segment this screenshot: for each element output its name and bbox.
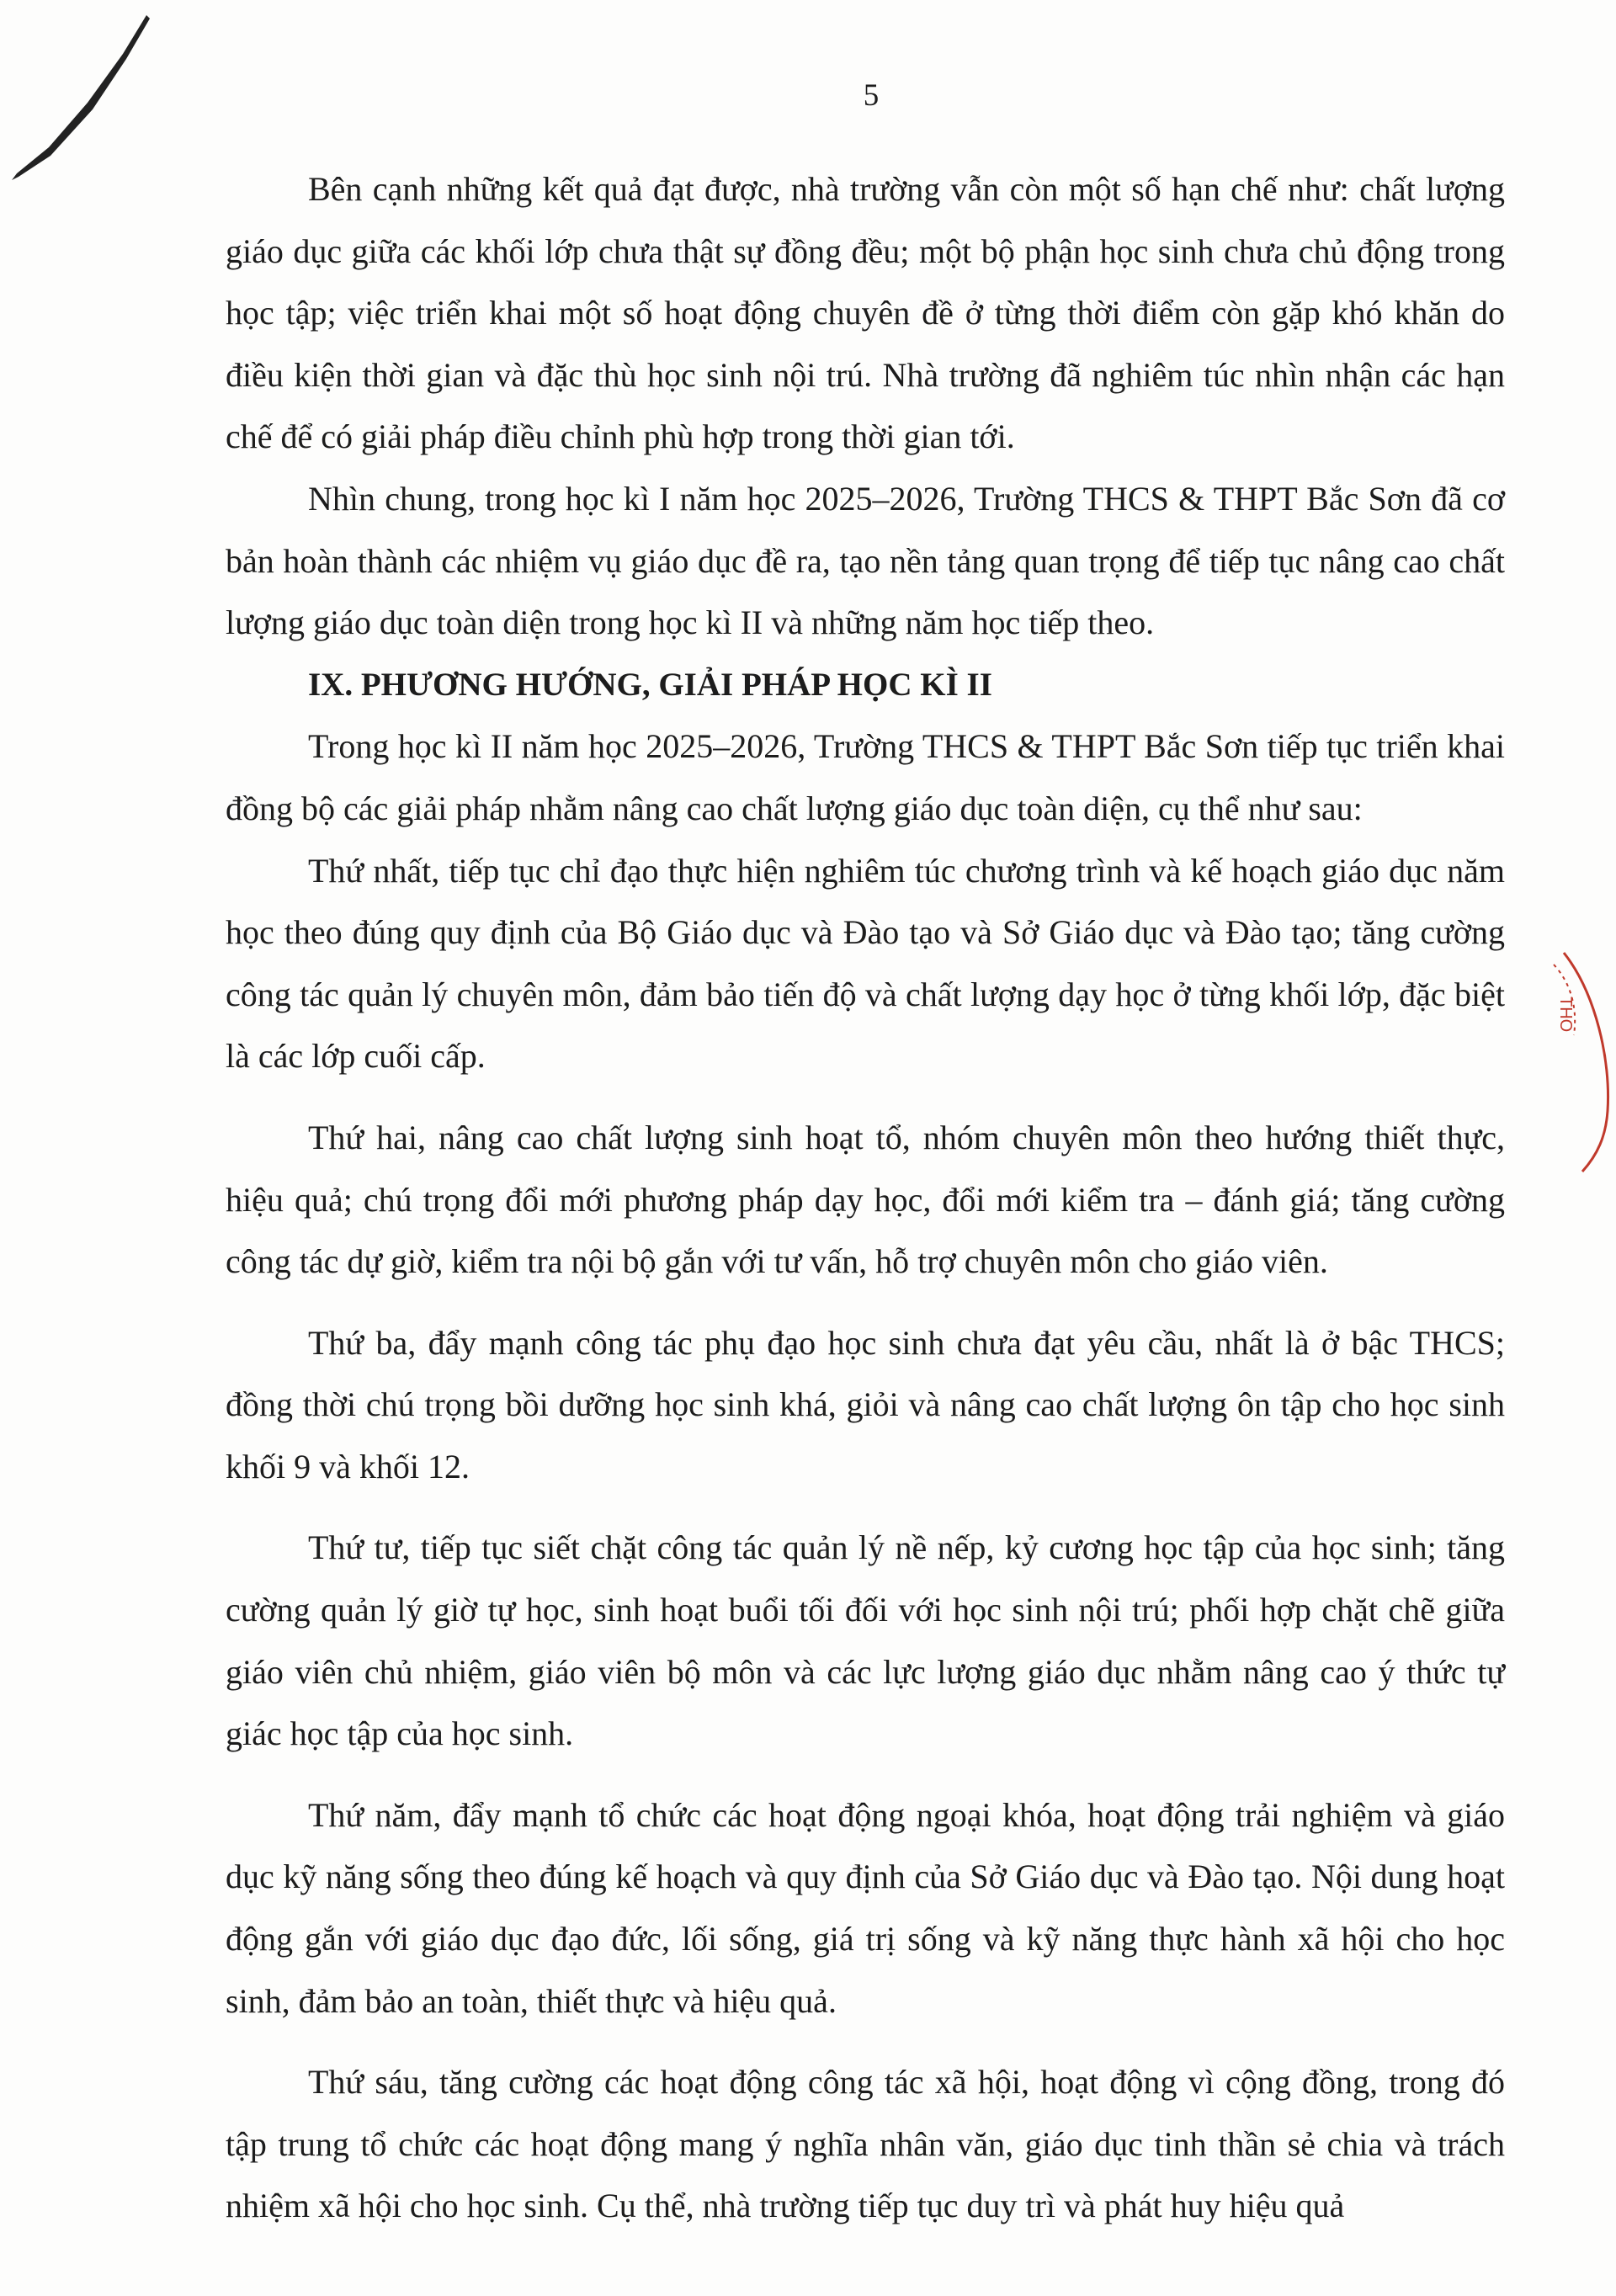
paragraph-intro-solutions: Trong học kì II năm học 2025–2026, Trường THCS & THPT Bắc Sơn tiếp tục triển khai đồng bộ các giải pháp nhằm nâng cao chất lượng giáo dục toàn diện, cụ thể như sau: bbox=[226, 727, 1505, 827]
page-number: 5 bbox=[863, 78, 880, 113]
red-seal-stamp-fragment bbox=[1523, 934, 1616, 1187]
paragraph-solution-1: Thứ nhất, tiếp tục chỉ đạo thực hiện nghiêm túc chương trình và kế hoạch giáo dục năm học theo đúng quy định của Bộ Giáo dục và Đào tạo và Sở Giáo dục và Đào tạo; tăng cường công tác quản lý chuyên môn, đảm bảo tiến độ và chất lượng dạy học ở từng khối lớp, đặc biệt là các lớp cuối cấp. bbox=[226, 851, 1505, 1076]
paragraph-solution-6: Thứ sáu, tăng cường các hoạt động công tác xã hội, hoạt động vì cộng đồng, trong đó tập trung tổ chức các hoạt động mang ý nghĩa nhân văn, giáo dục tinh thần sẻ chia và trách nhiệm xã hội cho học sinh. Cụ thể, nhà trường tiếp tục duy trì và phát huy hiệu quả bbox=[226, 2063, 1505, 2225]
paragraph-solution-3: Thứ ba, đẩy mạnh công tác phụ đạo học sinh chưa đạt yêu cầu, nhất là ở bậc THCS; đồng thời chú trọng bồi dưỡng học sinh khá, giỏi và nâng cao chất lượng ôn tập cho học sinh khối 9 và khối 12. bbox=[226, 1323, 1505, 1485]
paragraph-solution-5: Thứ năm, đẩy mạnh tổ chức các hoạt động ngoại khóa, hoạt động trải nghiệm và giáo dục kỹ năng sống theo đúng kế hoạch và quy định của Sở Giáo dục và Đào tạo. Nội dung hoạt động gắn với giáo dục đạo đức, lối sống, giá trị sống và kỹ năng thực hành xã hội cho học sinh, đảm bảo an toàn, thiết thực và hiệu quả. bbox=[226, 1795, 1505, 2020]
document-body bbox=[226, 158, 1505, 2237]
paragraph-solution-4: Thứ tư, tiếp tục siết chặt công tác quản lý nề nếp, kỷ cương học tập của học sinh; tăng cường quản lý giờ tự học, sinh hoạt buổi tối đối với học sinh nội trú; phối hợp chặt chẽ giữa giáo viên chủ nhiệm, giáo viên bộ môn và các lực lượng giáo dục nhằm nâng cao ý thức tự giác học tập của học sinh. bbox=[226, 1528, 1505, 1753]
section-heading: IX. PHƯƠNG HƯỚNG, GIẢI PHÁP HỌC KÌ II bbox=[308, 666, 992, 703]
stamp-fragment-text: THO bbox=[1556, 997, 1575, 1033]
paragraph-solution-2: Thứ hai, nâng cao chất lượng sinh hoạt tổ, nhóm chuyên môn theo hướng thiết thực, hiệu quả; chú trọng đổi mới phương pháp dạy học, đổi mới kiểm tra – đánh giá; tăng cường công tác dự giờ, kiểm tra nội bộ gắn với tư vấn, hỗ trợ chuyên môn cho giáo viên. bbox=[226, 1118, 1505, 1281]
paragraph-overall-summary: Nhìn chung, trong học kì I năm học 2025–2026, Trường THCS & THPT Bắc Sơn đã cơ bản hoàn thành các nhiệm vụ giáo dục đề ra, tạo nền tảng quan trọng để tiếp tục nâng cao chất lượng giáo dục toàn diện trong học kì II và những năm học tiếp theo. bbox=[226, 479, 1505, 642]
paragraph-limitations: Bên cạnh những kết quả đạt được, nhà trường vẫn còn một số hạn chế như: chất lượng giáo dục giữa các khối lớp chưa thật sự đồng đều; một bộ phận học sinh chưa chủ động trong học tập; việc triển khai một số hoạt động chuyên đề ở từng thời điểm còn gặp khó khăn do điều kiện thời gian và đặc thù học sinh nội trú. Nhà trường đã nghiêm túc nhìn nhận các hạn chế để có giải pháp điều chỉnh phù hợp trong thời gian tới. bbox=[226, 170, 1505, 456]
